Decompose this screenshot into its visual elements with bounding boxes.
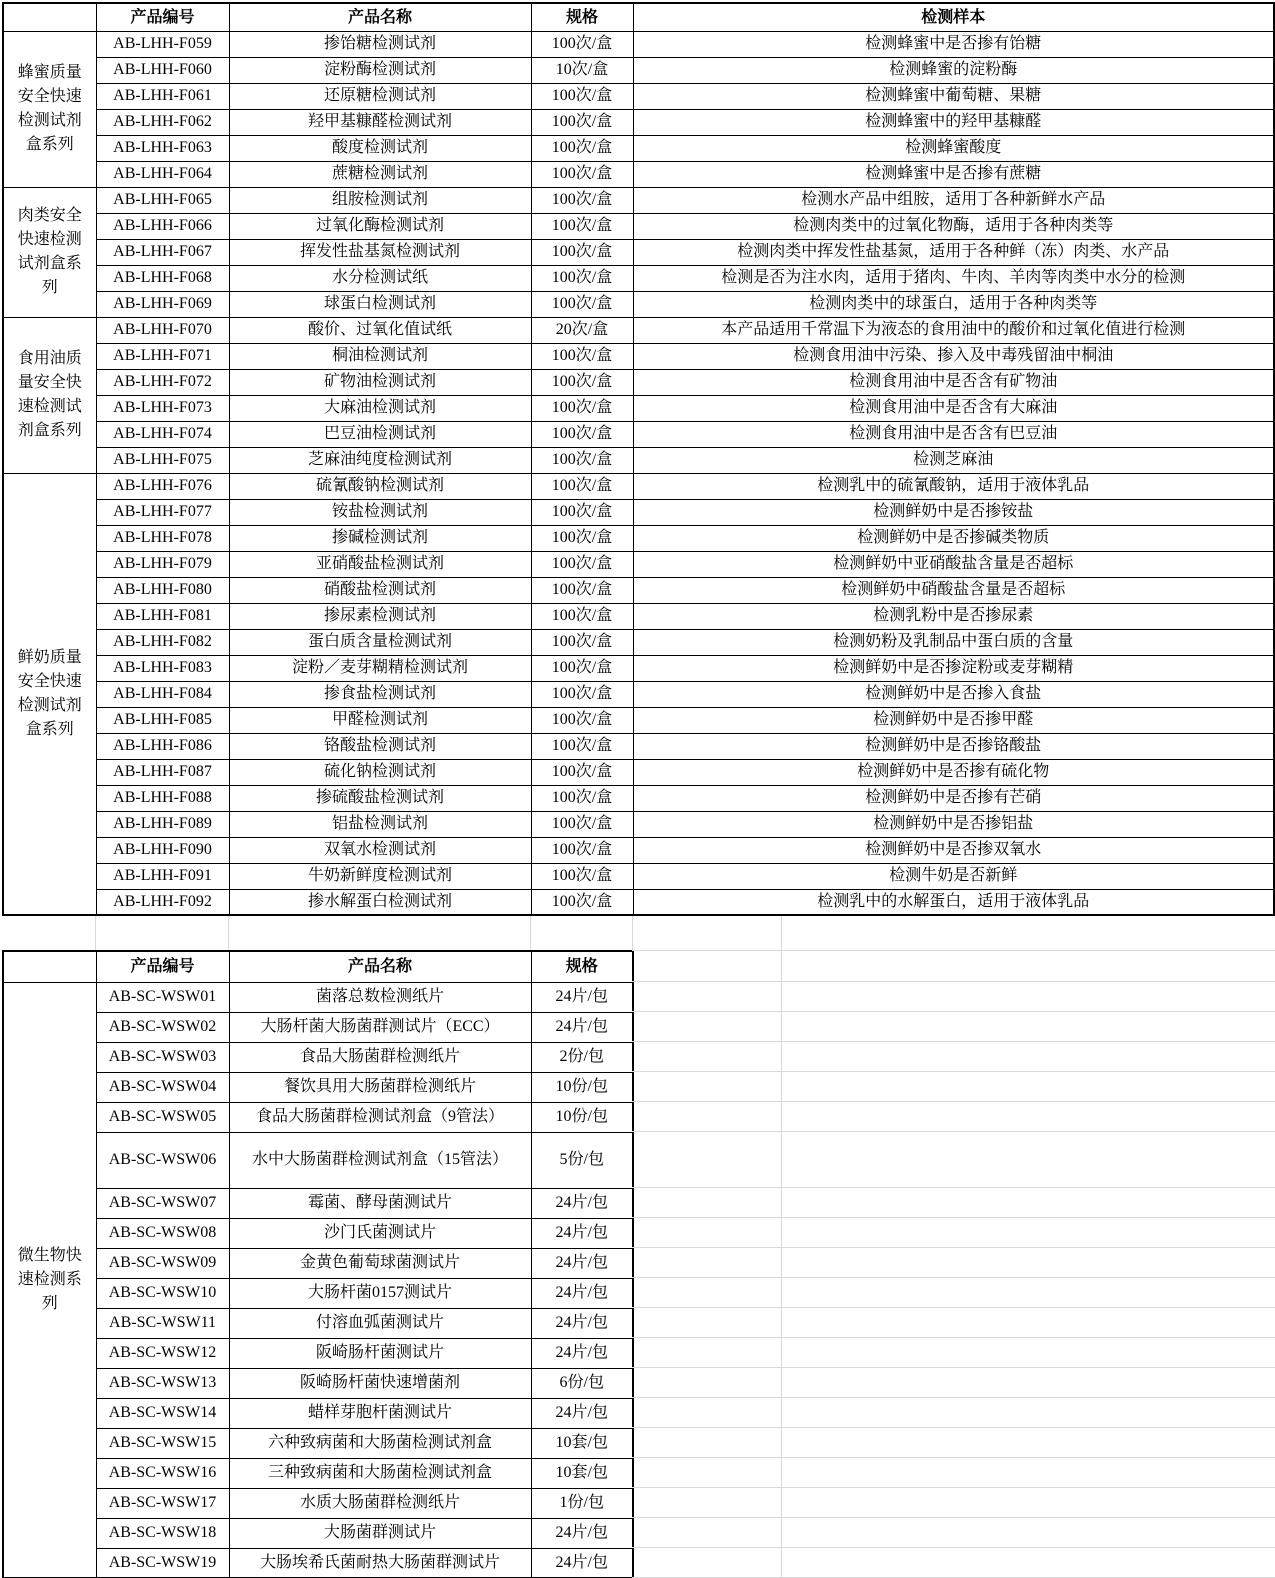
table-row xyxy=(3,447,1274,473)
empty-grid-row xyxy=(632,1278,1275,1308)
product-name-cell: 硫氰酸钠检测试剂 xyxy=(229,473,531,499)
sample-cell: 检测鲜奶中是否掺入食盐 xyxy=(633,681,1274,707)
table-row xyxy=(3,1102,633,1132)
product-name-cell: 酸价、过氧化值试纸 xyxy=(229,317,531,343)
column-header-sample: 检测样本 xyxy=(633,3,1274,31)
spec-cell: 100次/盒 xyxy=(531,83,633,109)
spec-cell: 24片/包 xyxy=(531,1518,633,1548)
product-name-cell: 付溶血弧菌测试片 xyxy=(229,1308,531,1338)
table-row xyxy=(3,1218,633,1248)
spec-cell: 10次/盒 xyxy=(531,57,633,83)
spec-cell: 100次/盒 xyxy=(531,161,633,187)
table-row xyxy=(3,473,1274,499)
product-name-cell: 掺尿素检测试剂 xyxy=(229,603,531,629)
product-name-cell: 球蛋白检测试剂 xyxy=(229,291,531,317)
product-code-cell: AB-LHH-F059 xyxy=(96,31,229,57)
spec-cell: 100次/盒 xyxy=(531,811,633,837)
table-row xyxy=(3,577,1274,603)
spec-cell: 100次/盒 xyxy=(531,499,633,525)
product-name-cell: 掺饴糖检测试剂 xyxy=(229,31,531,57)
empty-grid-row xyxy=(632,951,1275,982)
table-row xyxy=(3,982,633,1012)
table-row xyxy=(3,1458,633,1488)
sample-cell: 检测乳粉中是否掺尿素 xyxy=(633,603,1274,629)
product-code-cell: AB-SC-WSW16 xyxy=(96,1458,229,1488)
empty-grid-row xyxy=(632,1132,1275,1188)
spec-cell: 100次/盒 xyxy=(531,187,633,213)
table-row xyxy=(3,1012,633,1042)
product-code-cell: AB-LHH-F083 xyxy=(96,655,229,681)
product-name-cell: 亚硝酸盐检测试剂 xyxy=(229,551,531,577)
product-code-cell: AB-LHH-F061 xyxy=(96,83,229,109)
spec-cell: 100次/盒 xyxy=(531,525,633,551)
sample-cell: 检测鲜奶中是否掺碱类物质 xyxy=(633,525,1274,551)
spec-cell: 24片/包 xyxy=(531,1218,633,1248)
product-code-cell: AB-SC-WSW19 xyxy=(96,1548,229,1578)
table-row xyxy=(3,1488,633,1518)
product-code-cell: AB-LHH-F060 xyxy=(96,57,229,83)
product-code-cell: AB-LHH-F091 xyxy=(96,863,229,889)
empty-grid-row xyxy=(632,1248,1275,1278)
gridline-vertical xyxy=(95,916,96,950)
spec-cell: 24片/包 xyxy=(531,1548,633,1578)
spec-cell: 100次/盒 xyxy=(531,135,633,161)
spec-cell: 100次/盒 xyxy=(531,291,633,317)
product-code-cell: AB-LHH-F086 xyxy=(96,733,229,759)
product-code-cell: AB-SC-WSW01 xyxy=(96,982,229,1012)
spec-cell: 100次/盒 xyxy=(531,603,633,629)
table-row xyxy=(3,317,1274,343)
product-code-cell: AB-SC-WSW02 xyxy=(96,1012,229,1042)
product-name-cell: 水质大肠菌群检测纸片 xyxy=(229,1488,531,1518)
sample-cell: 检测肉类中挥发性盐基氮，适用于各种鲜（冻）肉类、水产品 xyxy=(633,239,1274,265)
product-name-cell: 芝麻油纯度检测试剂 xyxy=(229,447,531,473)
header-row xyxy=(3,951,633,982)
category-cell xyxy=(3,473,96,915)
spec-cell: 100次/盒 xyxy=(531,239,633,265)
table-row xyxy=(3,343,1274,369)
spec-cell: 100次/盒 xyxy=(531,577,633,603)
product-code-cell: AB-LHH-F089 xyxy=(96,811,229,837)
sample-cell: 检测蜂蜜酸度 xyxy=(633,135,1274,161)
sample-cell: 检测食用油中是否含有巴豆油 xyxy=(633,421,1274,447)
product-code-cell: AB-LHH-F077 xyxy=(96,499,229,525)
spec-cell: 5份/包 xyxy=(531,1132,633,1188)
spec-cell: 100次/盒 xyxy=(531,759,633,785)
sample-cell: 检测食用油中污染、掺入及中毒残留油中桐油 xyxy=(633,343,1274,369)
product-name-cell: 铬酸盐检测试剂 xyxy=(229,733,531,759)
sample-cell: 检测鲜奶中是否掺淀粉或麦芽糊精 xyxy=(633,655,1274,681)
product-name-cell: 水中大肠菌群检测试剂盒（15管法） xyxy=(229,1132,531,1188)
table-row xyxy=(3,161,1274,187)
product-code-cell: AB-LHH-F088 xyxy=(96,785,229,811)
product-code-cell: AB-SC-WSW08 xyxy=(96,1218,229,1248)
product-name-cell: 食品大肠菌群检测纸片 xyxy=(229,1042,531,1072)
table-row xyxy=(3,525,1274,551)
product-name-cell: 铵盐检测试剂 xyxy=(229,499,531,525)
product-name-cell: 大肠杆菌大肠菌群测试片（ECC） xyxy=(229,1012,531,1042)
product-table-microbiology xyxy=(2,950,634,1578)
category-cell xyxy=(3,317,96,473)
spec-cell: 24片/包 xyxy=(531,982,633,1012)
spec-cell: 24片/包 xyxy=(531,1338,633,1368)
product-name-cell: 三种致病菌和大肠菌检测试剂盒 xyxy=(229,1458,531,1488)
category-cell xyxy=(3,31,96,187)
table-row xyxy=(3,265,1274,291)
product-code-cell: AB-SC-WSW14 xyxy=(96,1398,229,1428)
spec-cell: 100次/盒 xyxy=(531,837,633,863)
product-code-cell: AB-LHH-F090 xyxy=(96,837,229,863)
table-row xyxy=(3,395,1274,421)
spec-cell: 24片/包 xyxy=(531,1278,633,1308)
spec-cell: 100次/盒 xyxy=(531,863,633,889)
column-header-spec: 规格 xyxy=(531,951,633,982)
gridline-vertical xyxy=(228,916,229,950)
product-table-reagents xyxy=(2,2,1275,916)
sample-cell: 检测是否为注水肉，适用于猪肉、牛肉、羊肉等肉类中水分的检测 xyxy=(633,265,1274,291)
empty-grid-row xyxy=(632,1368,1275,1398)
table-row xyxy=(3,369,1274,395)
empty-grid-row xyxy=(632,1042,1275,1072)
category-label: 微生物快速检测系列 xyxy=(17,1246,82,1312)
table-row xyxy=(3,1278,633,1308)
product-name-cell: 矿物油检测试剂 xyxy=(229,369,531,395)
product-name-cell: 过氧化酶检测试剂 xyxy=(229,213,531,239)
table-row xyxy=(3,1042,633,1072)
sample-cell: 检测蜂蜜中葡萄糖、果糖 xyxy=(633,83,1274,109)
table-row xyxy=(3,187,1274,213)
table-row xyxy=(3,707,1274,733)
product-name-cell: 蜡样芽胞杆菌测试片 xyxy=(229,1398,531,1428)
spec-cell: 24片/包 xyxy=(531,1308,633,1338)
empty-grid-row xyxy=(632,1218,1275,1248)
spec-cell: 10份/包 xyxy=(531,1102,633,1132)
sample-cell: 检测鲜奶中是否掺铵盐 xyxy=(633,499,1274,525)
product-name-cell: 淀粉／麦芽糊精检测试剂 xyxy=(229,655,531,681)
sample-cell: 检测牛奶是否新鲜 xyxy=(633,863,1274,889)
product-code-cell: AB-LHH-F075 xyxy=(96,447,229,473)
product-code-cell: AB-LHH-F065 xyxy=(96,187,229,213)
product-code-cell: AB-LHH-F092 xyxy=(96,889,229,915)
spec-cell: 100次/盒 xyxy=(531,213,633,239)
spec-cell: 100次/盒 xyxy=(531,31,633,57)
sample-cell: 检测蜂蜜的淀粉酶 xyxy=(633,57,1274,83)
product-code-cell: AB-SC-WSW03 xyxy=(96,1042,229,1072)
product-code-cell: AB-SC-WSW10 xyxy=(96,1278,229,1308)
sample-cell: 检测食用油中是否含有大麻油 xyxy=(633,395,1274,421)
product-name-cell: 桐油检测试剂 xyxy=(229,343,531,369)
spec-cell: 1份/包 xyxy=(531,1488,633,1518)
table-row xyxy=(3,1188,633,1218)
product-code-cell: AB-LHH-F062 xyxy=(96,109,229,135)
category-label: 肉类安全快速检测试剂盒系列 xyxy=(17,207,82,296)
empty-grid-row xyxy=(632,1398,1275,1428)
product-code-cell: AB-LHH-F064 xyxy=(96,161,229,187)
spec-cell: 100次/盒 xyxy=(531,395,633,421)
product-code-cell: AB-LHH-F068 xyxy=(96,265,229,291)
product-name-cell: 甲醛检测试剂 xyxy=(229,707,531,733)
empty-grid-row xyxy=(632,1548,1275,1578)
spec-cell: 24片/包 xyxy=(531,1398,633,1428)
table-row xyxy=(3,1548,633,1578)
product-name-cell: 铝盐检测试剂 xyxy=(229,811,531,837)
table-row xyxy=(3,1368,633,1398)
product-code-cell: AB-LHH-F076 xyxy=(96,473,229,499)
sample-cell: 检测水产品中组胺，适用丁各种新鲜水产品 xyxy=(633,187,1274,213)
empty-grid-region xyxy=(632,950,1275,1578)
product-name-cell: 水分检测试纸 xyxy=(229,265,531,291)
empty-grid-row xyxy=(632,1308,1275,1338)
category-label: 食用油质量安全快速检测试剂盒系列 xyxy=(17,350,82,439)
product-code-cell: AB-LHH-F071 xyxy=(96,343,229,369)
product-code-cell: AB-LHH-F081 xyxy=(96,603,229,629)
column-header-name: 产品名称 xyxy=(229,3,531,31)
spec-cell: 24片/包 xyxy=(531,1248,633,1278)
column-header-code: 产品编号 xyxy=(96,3,229,31)
empty-grid-row xyxy=(632,982,1275,1012)
table-row xyxy=(3,57,1274,83)
empty-grid-row xyxy=(632,1012,1275,1042)
table-row xyxy=(3,551,1274,577)
header-row xyxy=(3,3,1274,31)
table-row xyxy=(3,83,1274,109)
product-name-cell: 阪崎肠杆菌测试片 xyxy=(229,1338,531,1368)
product-name-cell: 沙门氏菌测试片 xyxy=(229,1218,531,1248)
empty-grid-row xyxy=(632,1072,1275,1102)
sample-cell: 检测奶粉及乳制品中蛋白质的含量 xyxy=(633,629,1274,655)
product-code-cell: AB-LHH-F087 xyxy=(96,759,229,785)
spec-cell: 100次/盒 xyxy=(531,551,633,577)
product-code-cell: AB-SC-WSW09 xyxy=(96,1248,229,1278)
table-row xyxy=(3,499,1274,525)
spec-cell: 100次/盒 xyxy=(531,733,633,759)
product-code-cell: AB-SC-WSW04 xyxy=(96,1072,229,1102)
product-code-cell: AB-SC-WSW06 xyxy=(96,1132,229,1188)
spec-cell: 100次/盒 xyxy=(531,265,633,291)
sample-cell: 本产品适用千常温下为液态的食用油中的酸价和过氧化值进行检测 xyxy=(633,317,1274,343)
table-row xyxy=(3,291,1274,317)
empty-grid-row xyxy=(632,1338,1275,1368)
sample-cell: 检测鲜奶中是否掺甲醛 xyxy=(633,707,1274,733)
product-name-cell: 金黄色葡萄球菌测试片 xyxy=(229,1248,531,1278)
spec-cell: 100次/盒 xyxy=(531,447,633,473)
product-code-cell: AB-LHH-F072 xyxy=(96,369,229,395)
empty-grid-row xyxy=(632,1458,1275,1488)
table-row xyxy=(3,785,1274,811)
spec-cell: 10套/包 xyxy=(531,1428,633,1458)
spec-cell: 100次/盒 xyxy=(531,707,633,733)
spec-cell: 20次/盒 xyxy=(531,317,633,343)
product-name-cell: 掺食盐检测试剂 xyxy=(229,681,531,707)
product-code-cell: AB-LHH-F085 xyxy=(96,707,229,733)
table-row xyxy=(3,1428,633,1458)
category-label: 蜂蜜质量安全快速检测试剂盒系列 xyxy=(17,64,82,153)
product-name-cell: 还原糖检测试剂 xyxy=(229,83,531,109)
product-name-cell: 大肠埃希氏菌耐热大肠菌群测试片 xyxy=(229,1548,531,1578)
product-code-cell: AB-LHH-F079 xyxy=(96,551,229,577)
category-header-cell xyxy=(3,3,96,31)
table-row xyxy=(3,1398,633,1428)
product-code-cell: AB-SC-WSW07 xyxy=(96,1188,229,1218)
product-code-cell: AB-SC-WSW12 xyxy=(96,1338,229,1368)
spec-cell: 10套/包 xyxy=(531,1458,633,1488)
gridline-vertical xyxy=(632,916,633,950)
product-code-cell: AB-SC-WSW11 xyxy=(96,1308,229,1338)
sample-cell: 检测蜂蜜中的羟甲基糠醛 xyxy=(633,109,1274,135)
product-code-cell: AB-SC-WSW05 xyxy=(96,1102,229,1132)
column-header-spec: 规格 xyxy=(531,3,633,31)
product-code-cell: AB-LHH-F080 xyxy=(96,577,229,603)
sample-cell: 检测鲜奶中硝酸盐含量是否超标 xyxy=(633,577,1274,603)
table-row xyxy=(3,1248,633,1278)
product-name-cell: 大麻油检测试剂 xyxy=(229,395,531,421)
product-name-cell: 蔗糖检测试剂 xyxy=(229,161,531,187)
sample-cell: 检测肉类中的球蛋白，适用于各种肉类等 xyxy=(633,291,1274,317)
table-row xyxy=(3,213,1274,239)
product-name-cell: 牛奶新鲜度检测试剂 xyxy=(229,863,531,889)
product-code-cell: AB-LHH-F063 xyxy=(96,135,229,161)
table-row xyxy=(3,889,1274,915)
spec-cell: 100次/盒 xyxy=(531,681,633,707)
empty-grid-row xyxy=(632,1488,1275,1518)
product-code-cell: AB-LHH-F070 xyxy=(96,317,229,343)
product-name-cell: 掺硫酸盐检测试剂 xyxy=(229,785,531,811)
column-header-code: 产品编号 xyxy=(96,951,229,982)
empty-grid-row xyxy=(632,1518,1275,1548)
empty-grid-row xyxy=(632,1188,1275,1218)
sample-cell: 检测乳中的水解蛋白，适用于液体乳品 xyxy=(633,889,1274,915)
sample-cell: 检测乳中的硫氰酸钠，适用于液体乳品 xyxy=(633,473,1274,499)
spec-cell: 100次/盒 xyxy=(531,785,633,811)
product-name-cell: 蛋白质含量检测试剂 xyxy=(229,629,531,655)
table-row xyxy=(3,1518,633,1548)
table-row xyxy=(3,1338,633,1368)
product-name-cell: 淀粉酶检测试剂 xyxy=(229,57,531,83)
sample-cell: 检测鲜奶中是否掺双氧水 xyxy=(633,837,1274,863)
spec-cell: 2份/包 xyxy=(531,1042,633,1072)
product-code-cell: AB-LHH-F073 xyxy=(96,395,229,421)
table-row xyxy=(3,31,1274,57)
product-name-cell: 硫化钠检测试剂 xyxy=(229,759,531,785)
product-code-cell: AB-LHH-F084 xyxy=(96,681,229,707)
table-row xyxy=(3,109,1274,135)
gridline-vertical xyxy=(530,916,531,950)
category-header-cell xyxy=(3,951,96,982)
table-row xyxy=(3,421,1274,447)
product-code-cell: AB-LHH-F066 xyxy=(96,213,229,239)
sample-cell: 检测肉类中的过氧化物酶，适用于各种肉类等 xyxy=(633,213,1274,239)
empty-grid-row xyxy=(632,1428,1275,1458)
sample-cell: 检测鲜奶中是否掺有硫化物 xyxy=(633,759,1274,785)
table-row xyxy=(3,837,1274,863)
spec-cell: 100次/盒 xyxy=(531,343,633,369)
product-name-cell: 组胺检测试剂 xyxy=(229,187,531,213)
product-name-cell: 大肠菌群测试片 xyxy=(229,1518,531,1548)
table-row xyxy=(3,135,1274,161)
product-name-cell: 掺碱检测试剂 xyxy=(229,525,531,551)
spec-cell: 100次/盒 xyxy=(531,655,633,681)
table-row xyxy=(3,1072,633,1102)
empty-grid-row xyxy=(632,1102,1275,1132)
table-row xyxy=(3,1132,633,1188)
sample-cell: 检测蜂蜜中是否掺有饴糖 xyxy=(633,31,1274,57)
product-code-cell: AB-SC-WSW17 xyxy=(96,1488,229,1518)
product-name-cell: 挥发性盐基氮检测试剂 xyxy=(229,239,531,265)
table-row xyxy=(3,759,1274,785)
spec-cell: 6份/包 xyxy=(531,1368,633,1398)
sample-cell: 检测鲜奶中是否掺铝盐 xyxy=(633,811,1274,837)
spec-cell: 24片/包 xyxy=(531,1188,633,1218)
spec-cell: 100次/盒 xyxy=(531,369,633,395)
table-row xyxy=(3,863,1274,889)
sample-cell: 检测芝麻油 xyxy=(633,447,1274,473)
product-code-cell: AB-SC-WSW15 xyxy=(96,1428,229,1458)
spec-cell: 10份/包 xyxy=(531,1072,633,1102)
product-code-cell: AB-LHH-F082 xyxy=(96,629,229,655)
sample-cell: 检测鲜奶中是否掺有芒硝 xyxy=(633,785,1274,811)
product-code-cell: AB-LHH-F067 xyxy=(96,239,229,265)
product-name-cell: 大肠杆菌0157测试片 xyxy=(229,1278,531,1308)
product-name-cell: 双氧水检测试剂 xyxy=(229,837,531,863)
table-row xyxy=(3,811,1274,837)
category-cell xyxy=(3,982,96,1578)
spec-cell: 100次/盒 xyxy=(531,109,633,135)
table-row xyxy=(3,603,1274,629)
sample-cell: 检测鲜奶中是否掺铬酸盐 xyxy=(633,733,1274,759)
product-name-cell: 餐饮具用大肠菌群检测纸片 xyxy=(229,1072,531,1102)
spec-cell: 24片/包 xyxy=(531,1012,633,1042)
spec-cell: 100次/盒 xyxy=(531,473,633,499)
sample-cell: 检测鲜奶中亚硝酸盐含量是否超标 xyxy=(633,551,1274,577)
column-header-name: 产品名称 xyxy=(229,951,531,982)
product-name-cell: 巴豆油检测试剂 xyxy=(229,421,531,447)
spec-cell: 100次/盒 xyxy=(531,629,633,655)
category-cell xyxy=(3,187,96,317)
spec-cell: 100次/盒 xyxy=(531,421,633,447)
table-row xyxy=(3,629,1274,655)
product-name-cell: 阪崎肠杆菌快速增菌剂 xyxy=(229,1368,531,1398)
sample-cell: 检测食用油中是否含有矿物油 xyxy=(633,369,1274,395)
table-row xyxy=(3,733,1274,759)
table-row xyxy=(3,239,1274,265)
product-name-cell: 六种致病菌和大肠菌检测试剂盒 xyxy=(229,1428,531,1458)
product-code-cell: AB-SC-WSW18 xyxy=(96,1518,229,1548)
product-code-cell: AB-LHH-F078 xyxy=(96,525,229,551)
table-row xyxy=(3,655,1274,681)
product-name-cell: 霉菌、酵母菌测试片 xyxy=(229,1188,531,1218)
product-name-cell: 掺水解蛋白检测试剂 xyxy=(229,889,531,915)
product-code-cell: AB-LHH-F069 xyxy=(96,291,229,317)
category-label: 鲜奶质量安全快速检测试剂盒系列 xyxy=(17,648,82,738)
product-code-cell: AB-LHH-F074 xyxy=(96,421,229,447)
table-row xyxy=(3,1308,633,1338)
product-name-cell: 硝酸盐检测试剂 xyxy=(229,577,531,603)
product-name-cell: 菌落总数检测纸片 xyxy=(229,982,531,1012)
sample-cell: 检测蜂蜜中是否掺有蔗糖 xyxy=(633,161,1274,187)
spec-cell: 100次/盒 xyxy=(531,889,633,915)
product-name-cell: 食品大肠菌群检测试剂盒（9管法） xyxy=(229,1102,531,1132)
table-row xyxy=(3,681,1274,707)
product-name-cell: 羟甲基糠醛检测试剂 xyxy=(229,109,531,135)
product-name-cell: 酸度检测试剂 xyxy=(229,135,531,161)
product-code-cell: AB-SC-WSW13 xyxy=(96,1368,229,1398)
